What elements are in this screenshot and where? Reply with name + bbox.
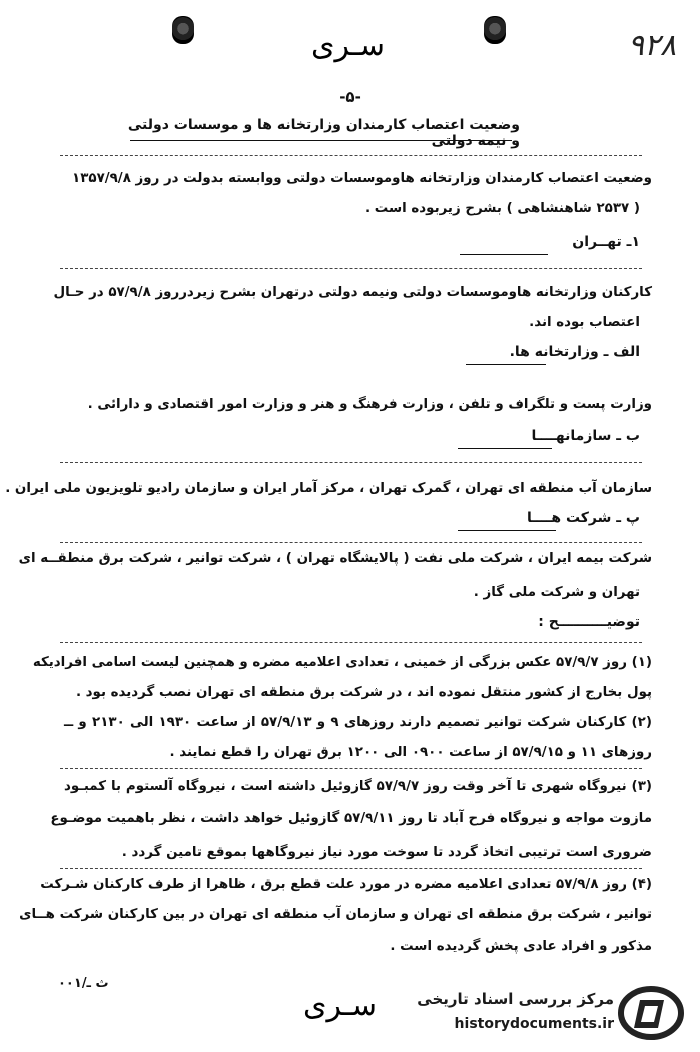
note-3-line-3: ضروری است ترتیبی اتخاذ گردد تا سوخت مورد نیاز نیروگاهها بموقع تامین گردد . <box>121 845 652 860</box>
subsection-a-underline <box>466 364 546 365</box>
section-1-divider <box>60 268 642 269</box>
watermark-url: historydocuments.ir <box>454 1016 614 1032</box>
document-title: وضعیت اعتصاب کارمندان وزارتخانه ها و موسسات دولتی و نیمه دولتی <box>127 117 520 149</box>
title-divider <box>60 155 642 156</box>
subsection-p-divider <box>60 542 642 543</box>
note-3-line-1: (۳) نیروگاه شهری تا آخر وقت روز ۵۷/۹/۷ گازوئیل داشته است ، نیروگاه آلستوم با کمبـود <box>64 779 652 794</box>
note-2-line-2: روزهای ۱۱ و ۵۷/۹/۱۵ از ساعت ۰۹۰۰ الی ۱۲۰۰ برق تهران را قطع نمایند . <box>169 745 652 760</box>
note-4-line-1: (۴) روز ۵۷/۹/۸ تعدادی اعلامیه مضره در مورد علت قطع برق ، ظاهرا از طرف کارکنان شـرکت <box>40 877 652 892</box>
archive-logo-icon <box>618 986 684 1040</box>
seal-left <box>172 16 194 44</box>
subsection-p-heading: پ ـ شرکت هــــا <box>526 510 640 526</box>
page-number-handwritten: ۹۲۸ <box>627 28 677 63</box>
subsection-b-divider <box>60 462 642 463</box>
classification-header: سـرى <box>311 28 385 63</box>
note-1-line-1: (۱) روز ۵۷/۹/۷ عکس بزرگی از خمینی ، تعدادی اعلامیه مضره و همچنین لیست اسامی افرادیکه <box>32 655 652 670</box>
watermark-title: مرکز بررسی اسناد تاریخی <box>417 990 614 1008</box>
title-underline <box>130 140 512 141</box>
note-3-line-2: مازوت مواجه و نیروگاه فرح آباد تا روز ۵۷/۹/۱۱ گازوئیل خواهد داشت ، نظر باهمیت موضـوع <box>50 811 652 826</box>
section-1-line-1: کارکنان وزارتخانه هاوموسسات دولتی ونیمه دولتی درتهران بشرح زیردرروز ۵۷/۹/۸ در حـال <box>53 285 652 300</box>
note-2-divider <box>60 768 642 769</box>
subsection-a-text: وزارت پست و تلگراف و تلفن ، وزارت فرهنگ و هنر و وزارت امور اقتصادی و دارائی . <box>87 397 652 412</box>
subsection-p-line-2: تهران و شرکت ملی گاز . <box>473 585 640 600</box>
classification-footer: سـرى <box>303 988 377 1023</box>
subsection-b-heading: ب ـ سازمانهــــا <box>531 428 640 444</box>
intro-line-2: ( ۲۵۳۷ شاهنشاهی ) بشرح زیربوده است . <box>365 201 640 216</box>
notes-heading: توضیــــــــــح : <box>538 614 640 630</box>
note-4-line-3: مذکور و افراد عادی پخش گردیده است . <box>390 939 652 954</box>
section-number: -۵- <box>339 88 361 106</box>
note-3-divider <box>60 868 642 869</box>
note-4-line-2: توانیر ، شرکت برق منطقه ای تهران و سازمان آب منطقه ای تهران در بین کارکنان شرکت هــای <box>19 907 652 922</box>
subsection-b-underline <box>458 448 552 449</box>
subsection-p-underline <box>458 530 556 531</box>
note-1-line-2: پول بخارج از کشور منتقل نموده اند ، در شرکت برق منطقه ای تهران نصب گردیده بود . <box>75 685 652 700</box>
section-1-heading: ۱ـ تهــران <box>572 234 640 250</box>
seal-right <box>484 16 506 44</box>
subsection-a-heading: الف ـ وزارتخانه ها. <box>509 344 640 360</box>
notes-divider <box>60 642 642 643</box>
subsection-b-text: سازمان آب منطقه ای تهران ، گمرک تهران ، مرکز آمار ایران و سازمان رادیو تلویزیون ملی ایران . <box>5 481 652 496</box>
section-1-line-2: اعتصاب بوده اند. <box>529 315 640 330</box>
section-1-underline <box>460 254 548 255</box>
subsection-p-line-1: شرکت بیمه ایران ، شرکت ملی نفت ( پالایشگاه تهران ) ، شرکت توانیر ، شرکت برق منطقــه ای <box>18 551 652 566</box>
note-2-line-1: (۲) کارکنان شرکت توانیر تصمیم دارند روزهای ۹ و ۵۷/۹/۱۳ از ساعت ۱۹۳۰ الی ۲۱۳۰ و ــ <box>64 715 652 730</box>
reference-code: ث ـ/۰۰۱ <box>58 976 109 991</box>
intro-line-1: وضعیت اعتصاب کارمندان وزارتخانه هاوموسسات دولتی ووابسته بدولت در روز ۱۳۵۷/۹/۸ <box>72 171 652 186</box>
